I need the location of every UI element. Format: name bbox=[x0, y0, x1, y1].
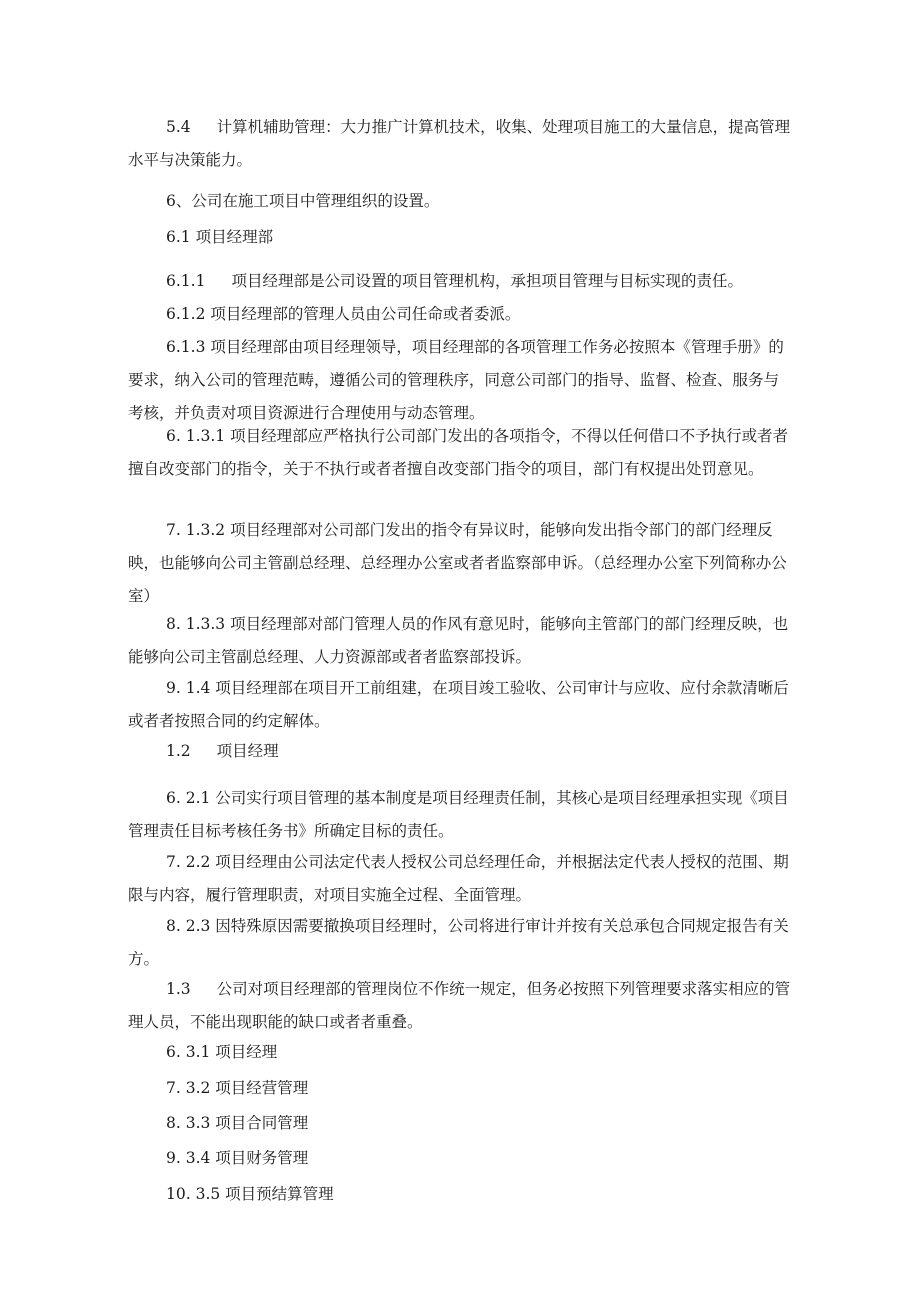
paragraph-6-1-2 bbox=[128, 298, 794, 331]
paragraph-7-3-2 bbox=[128, 1072, 794, 1105]
paragraph-text: 8. 2.3 因特殊原因需要撤换项目经理时，公司将进行审计并按有关总承包合同规定报告有关方。 bbox=[128, 917, 789, 968]
paragraph-text: 8. 1.3.3 项目经理部对部门管理人员的作风有意见时，能够向主管部门的部门经理反映，也能够向公司主管副总经理、人力资源部或者者监察部投诉。 bbox=[128, 615, 789, 666]
paragraph-text: 公司对项目经理部的管理岗位不作统一规定，但务必按照下列管理要求落实相应的管理人员，不能出现职能的缺口或者者重叠。 bbox=[128, 980, 791, 1031]
paragraph-text: 6. 3.1 项目经理 bbox=[166, 1043, 278, 1061]
paragraph-text: 9. 1.4 项目经理部在项目开工前组建，在项目竣工验收、公司审计与应收、应付余款清晰后或者者按照合同的约定解体。 bbox=[128, 679, 789, 730]
paragraph-6-1-1 bbox=[128, 265, 794, 298]
paragraph-text: 7. 3.2 项目经营管理 bbox=[166, 1079, 309, 1097]
paragraph-text: 7. 1.3.2 项目经理部对公司部门发出的指令有异议时，能够向发出指令部门的部门经理反映，也能够向公司主管副总经理、总经理办公室或者者监察部申诉。（总经理办公室下列简称办公室） bbox=[128, 521, 787, 605]
paragraph-7-1-3-2 bbox=[128, 514, 794, 613]
paragraph-text: 6. 1.3.1 项目经理部应严格执行公司部门发出的各项指令，不得以任何借口不予执行或者者擅自改变部门的指令，关于不执行或者者擅自改变部门指令的项目，部门有权提出处罚意见。 bbox=[128, 427, 789, 478]
paragraph-6-3-1 bbox=[128, 1036, 794, 1069]
paragraph-number: 5.4 bbox=[166, 118, 191, 136]
paragraph-6-2-1 bbox=[128, 782, 794, 848]
paragraph-text: 项目经理部是公司设置的项目管理机构，承担项目管理与目标实现的责任。 bbox=[231, 272, 743, 290]
paragraph-text: 6.1.2 项目经理部的管理人员由公司任命或者委派。 bbox=[166, 305, 521, 323]
paragraph-number: 1.2 bbox=[166, 742, 191, 760]
paragraph-text: 6.1 项目经理部 bbox=[166, 228, 274, 246]
paragraph-text: 6.1.3 项目经理部由项目经理领导，项目经理部的各项管理工作务必按照本《管理手册》的要求，纳入公司的管理范畴，遵循公司的管理秩序，同意公司部门的指导、监督、检查、服务与考核，并负责对项目资源进行合理使用与动态管理。 bbox=[128, 338, 784, 422]
paragraph-text: 6. 2.1 公司实行项目管理的基本制度是项目经理责任制，其核心是项目经理承担实现《项目管理责任目标考核任务书》所确定目标的责任。 bbox=[128, 789, 789, 840]
paragraph-text: 7. 2.2 项目经理由公司法定代表人授权公司总经理任命，并根据法定代表人授权的范围、期限与内容，履行管理职责，对项目实施全过程、全面管理。 bbox=[128, 853, 789, 904]
paragraph-1-2 bbox=[128, 735, 794, 768]
paragraph-text: 8. 3.3 项目合同管理 bbox=[166, 1114, 309, 1132]
paragraph-9-3-4 bbox=[128, 1142, 794, 1175]
paragraph-1-3 bbox=[128, 973, 794, 1039]
paragraph-number: 1.3 bbox=[166, 980, 191, 998]
paragraph-8-2-3 bbox=[128, 910, 794, 976]
paragraph-text: 9. 3.4 项目财务管理 bbox=[166, 1149, 309, 1167]
paragraph-6-1-3-1 bbox=[128, 420, 794, 486]
paragraph-number: 6.1.1 bbox=[166, 272, 206, 290]
paragraph-text: 项目经理 bbox=[216, 742, 279, 760]
paragraph-text: 计算机辅助管理：大力推广计算机技术，收集、处理项目施工的大量信息，提高管理水平与决策能力。 bbox=[128, 118, 791, 169]
paragraph-7-2-2 bbox=[128, 846, 794, 912]
paragraph-9-1-4 bbox=[128, 672, 794, 738]
paragraph-6-1 bbox=[128, 221, 794, 254]
paragraph-10-3-5 bbox=[128, 1178, 794, 1211]
paragraph-8-1-3-3 bbox=[128, 608, 794, 674]
paragraph-section-6 bbox=[128, 185, 794, 218]
paragraph-text: 10. 3.5 项目预结算管理 bbox=[166, 1185, 334, 1203]
paragraph-5-4 bbox=[128, 111, 794, 177]
paragraph-text: 6、公司在施工项目中管理组织的设置。 bbox=[166, 192, 440, 210]
paragraph-6-1-3 bbox=[128, 331, 794, 430]
paragraph-8-3-3 bbox=[128, 1107, 794, 1140]
